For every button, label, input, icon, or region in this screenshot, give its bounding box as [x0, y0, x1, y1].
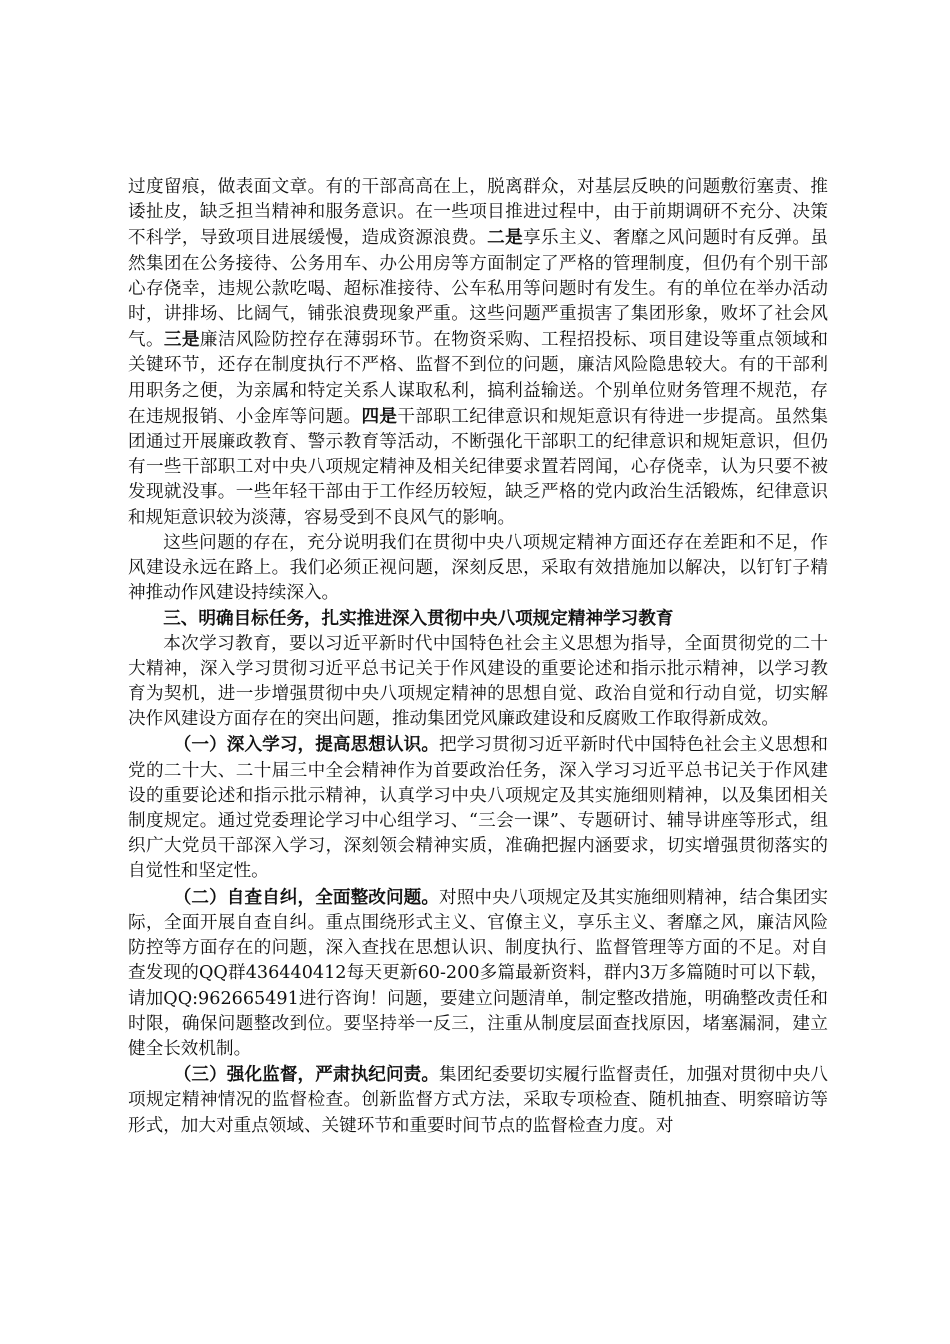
paragraph-problems-part-d: 干部职工纪律意识和规矩意识有待进一步提高。虽然集团通过开展廉政教育、警示教育等活动，不断强化干部职工的纪律意识和规矩意识，但仍有一些干部职工对中央八项规定精神及相关纪律要求置若罔闻，心存侥幸，认为只要不被发现就没事。一些年轻干部由于工作经历较短，缺乏严格的党内政治生活锻炼，纪律意识和规矩意识较为淡薄，容易受到不良风气的影响。: [128, 406, 828, 528]
paragraph-summary: 这些问题的存在，充分说明我们在贯彻中央八项规定精神方面还存在差距和不足，作风建设永远在路上。我们必须正视问题，深刻反思，采取有效措施加以解决，以钉钉子精神推动作风建设持续深入。: [128, 532, 828, 604]
paragraph-problems: [128, 175, 828, 531]
item-supervision-body: 集团纪委要切实履行监督责任，加强对贯彻中央八项规定精神情况的监督检查。创新监督方式方法，采取专项检查、随机抽查、明察暗访等形式，加大对重点领域、关键环节和重要时间节点的监督检查力度。对: [128, 1065, 828, 1136]
item-self-check-title: （二）自查自纠，全面整改问题。: [173, 886, 440, 908]
item-study-title: （一）深入学习，提高思想认识。: [173, 734, 440, 756]
paragraph-problems-part-b: 享乐主义、奢靡之风问题时有反弹。虽然集团在公务接待、公务用车、办公用房等方面制定了严格的管理制度，但仍有个别干部心存侥幸，违规公款吃喝、超标准接待、公车私用等问题时有发生。有的单位在举办活动时，讲排场、比阔气，铺张浪费现象严重。这些问题严重损害了集团形象，败坏了社会风气。: [128, 228, 828, 351]
lead-two: 二是: [487, 227, 524, 249]
paragraph-problems-part-a: 过度留痕，做表面文章。有的干部高高在上，脱离群众，对基层反映的问题敷衍塞责、推诿扯皮，缺乏担当精神和服务意识。在一些项目推进过程中，由于前期调研不充分、决策不科学，导致项目进展缓慢，造成资源浪费。: [128, 177, 828, 249]
paragraph-intro: 本次学习教育，要以习近平新时代中国特色社会主义思想为指导，全面贯彻党的二十大精神，深入学习贯彻习近平总书记关于作风建设的重要论述和指示批示精神，以学习教育为契机，进一步增强贯彻中央八项规定精神的思想自觉、政治自觉和行动自觉，切实解决作风建设方面存在的突出问题，推动集团党风廉政建设和反腐败工作取得新成效。: [128, 633, 828, 730]
document-page: [128, 175, 828, 1139]
lead-four: 四是: [361, 405, 398, 427]
item-study: [128, 732, 828, 884]
lead-three: 三是: [163, 329, 200, 351]
paragraph-problems-part-c: 廉洁风险防控存在薄弱环节。在物资采购、工程招投标、项目建设等重点领域和关键环节，还存在制度执行不严格、监督不到位的问题，廉洁风险隐患较大。有的干部利用职务之便，为亲属和特定关系人谋取私利，搞利益输送。个别单位财务管理不规范，存在违规报销、小金库等问题。: [128, 330, 828, 427]
item-self-check: [128, 885, 828, 1062]
section-heading: 三、明确目标任务，扎实推进深入贯彻中央八项规定精神学习教育: [163, 608, 674, 630]
item-supervision: [128, 1062, 828, 1139]
item-supervision-title: （三）强化监督，严肃执纪问责。: [173, 1064, 440, 1086]
item-self-check-body: 对照中央八项规定及其实施细则精神，结合集团实际，全面开展自查自纠。重点围绕形式主义、官僚主义，享乐主义、奢靡之风，廉洁风险防控等方面存在的问题，深入查找在思想认识、制度执行、监督管理等方面的不足。对自查发现的QQ群436440412每天更新60-200多篇最新资料，群内3万多篇随时可以下载，请加QQ:962665491进行咨询！问题，要建立问题清单，制定整改措施，明确整改责任和时限，确保问题整改到位。要坚持举一反三，注重从制度层面查找原因，堵塞漏洞，建立健全长效机制。: [128, 887, 828, 1059]
item-study-body: 把学习贯彻习近平新时代中国特色社会主义思想和党的二十大、二十届三中全会精神作为首要政治任务，深入学习习近平总书记关于作风建设的重要论述和指示批示精神，认真学习中央八项规定及其实施细则精神，以及集团相关制度规定。通过党委理论学习中心组学习、“三会一课”、专题研讨、辅导讲座等形式，组织广大党员干部深入学习，深刻领会精神实质，准确把握内涵要求，切实增强贯彻落实的自觉性和坚定性。: [128, 735, 828, 882]
